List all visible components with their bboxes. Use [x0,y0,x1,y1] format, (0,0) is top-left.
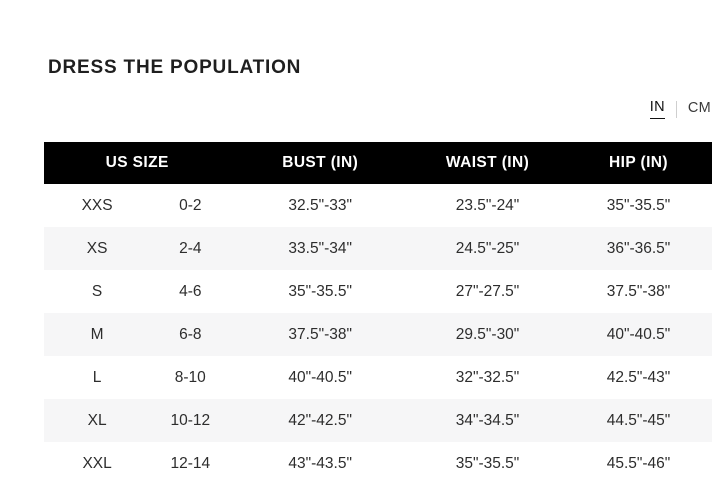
range-cell: 2-4 [179,239,202,257]
unit-toggle [650,99,711,119]
bust-cell: 37.5"-38" [288,325,352,343]
table-row [44,313,712,356]
bust-cell: 42"-42.5" [288,411,352,429]
range-cell: 6-8 [179,325,202,343]
header-hip: HIP (IN) [609,154,668,171]
bust-cell: 32.5"-33" [288,196,352,214]
page-title: DRESS THE POPULATION [48,57,302,78]
waist-cell: 24.5"-25" [455,239,520,257]
range-cell: 8-10 [174,368,206,386]
bust-cell: 35"-35.5" [288,282,352,300]
hip-cell: 42.5"-43" [606,368,671,386]
waist-cell: 27"-27.5" [455,282,520,300]
hip-cell: 35"-35.5" [606,196,671,214]
unit-in-button[interactable]: IN [650,99,665,119]
table-row [44,227,712,270]
bust-cell: 43"-43.5" [288,454,352,472]
hip-cell: 44.5"-45" [606,411,671,429]
table-row [44,356,712,399]
table-row [44,270,712,313]
size-cell: XL [87,411,107,429]
waist-cell: 32"-32.5" [455,368,520,386]
header-bust: BUST (IN) [282,154,359,171]
size-cell: XXS [81,196,113,214]
size-cell: S [91,282,103,300]
header-us-size: US SIZE [105,154,169,171]
bust-cell: 40"-40.5" [288,368,352,386]
size-chart-table [44,142,712,485]
waist-cell: 29.5"-30" [455,325,520,343]
size-cell: XS [86,239,108,257]
range-cell: 12-14 [170,454,211,472]
range-cell: 4-6 [179,282,202,300]
waist-cell: 34"-34.5" [455,411,520,429]
range-cell: 10-12 [170,411,211,429]
header-waist: WAIST (IN) [445,154,530,171]
waist-cell: 23.5"-24" [455,196,520,214]
size-cell: L [92,368,102,386]
bust-cell: 33.5"-34" [288,239,352,257]
waist-cell: 35"-35.5" [455,454,520,472]
table-header-row [44,142,712,184]
table-row [44,442,712,485]
table-row [44,184,712,227]
unit-toggle-divider [676,101,677,118]
hip-cell: 40"-40.5" [606,325,671,343]
hip-cell: 36"-36.5" [606,239,671,257]
hip-cell: 37.5"-38" [606,282,671,300]
size-cell: XXL [82,454,112,472]
size-cell: M [90,325,104,343]
table-row [44,399,712,442]
unit-cm-button[interactable]: CM [688,100,711,119]
hip-cell: 45.5"-46" [606,454,671,472]
range-cell: 0-2 [179,196,202,214]
